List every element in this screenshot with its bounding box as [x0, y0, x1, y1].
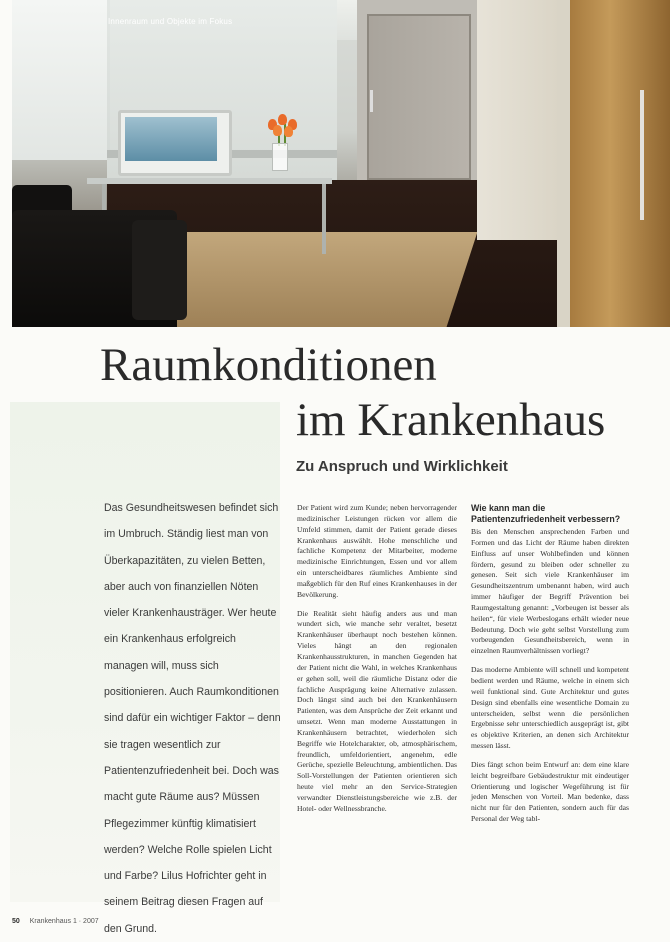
headline-line-1: Raumkonditionen — [100, 339, 437, 391]
tv-screen — [125, 117, 217, 161]
paragraph: Dies fängt schon beim Entwurf an: dem eine klare leicht begreifbare Gebäudestruktur mit eindeutiger Orientierung und logischer Wegeführung ist für jeden Menschen von Vorteil. Man bedenke, dass nicht nur für den Patienten, sondern auch für das Personal der Weg tabl- — [471, 759, 629, 824]
window — [12, 0, 110, 160]
paragraph: Die Realität sieht häufig anders aus und man wundert sich, wie manche sehr veraltet, besetzt Krankenhäuser überhaupt noch bestehen können. Vieles hängt an den regionalen Krankenhausstrukturen, in manchen Gegenden hat der Patient nicht die Wahl, in welches Krankenhaus er gehen soll, weil die räumliche Distanz oder die fachliche Ausprägung keine Alternative zulassen. Doch längst sind auch bei den Krankenhäusern Patienten, was dem Ansprüche der Zeit erkannt und umsetzt. Wenn man moderne Ausstattungen in Krankenhäusern betrachtet, wiederholen sich Begriffe wie Hotelcharakter, ob, atmosphärischem, freundlich, umfeldorientiert, angenehm, edle Gerüche, spezielle Beleuchtung, ambientlichen. Das Soll-Vorstellungen der Patienten orientieren sich heute viel mehr an den Service-Strategien verwandter Dienstleistungsbereiche wie z.B. der Hotel- oder Wellnessbranche. — [297, 608, 457, 813]
tulip — [284, 126, 293, 137]
wood-door — [570, 0, 670, 327]
tulip — [273, 125, 282, 136]
subtitle: Zu Anspruch und Wirklichkeit — [296, 458, 508, 475]
page-number: 50 — [12, 918, 20, 925]
door — [367, 14, 471, 180]
headline-line-2: im Krankenhaus — [296, 394, 606, 446]
tulip — [278, 114, 287, 125]
vase — [272, 143, 288, 171]
paragraph: Das moderne Ambiente will schnell und kompetent bedient werden und Räume, welche in einem sich weil funktional sind. Gute Architektur und gutes Design sind ebenfalls eine wesentliche Domain zu unterscheiden, selbst wenn die persönlichen Ergebnisse sehr unterschiedlich ausgeprägt ist, gibt es objektive Kriterien, an denen sich Architektur messen lässt. — [471, 665, 629, 751]
section-heading: Wie kann man die Patientenzufriedenheit verbessern? — [471, 503, 621, 524]
glass-table — [87, 178, 332, 184]
body-column-middle — [297, 503, 457, 815]
rug — [147, 232, 478, 327]
header-photo — [12, 0, 670, 327]
intro-text: Das Gesundheitswesen befindet sich im Umbruch. Ständig liest man von Überkapazitäten, zu vielen Betten, aber auch von finanziellen Nöten vieler Krankenhausträger. Wer heute ein Krankenhaus erfolgreich managen will, muss sich positionieren. Auch Raumkonditionen sind dafür ein wichtiger Faktor – denn sie tragen wesentlich zur Patientenzufriedenheit bei. Doch was macht gute Räume aus? Müssen Pflegezimmer künftig klimatisiert werden? Welche Rolle spielen Licht und Farbe? Lilus Hofrichter geht in seinem Beitrag diesen Fragen auf den Grund. — [104, 502, 281, 935]
wood-door-frame — [557, 0, 571, 327]
body-column-right — [471, 503, 629, 825]
section-label: Innenraum und Objekte im Fokus — [108, 17, 233, 26]
paragraph: Bis den Menschen ansprechenden Farben und Formen und das Licht der Räume haben direkten Einfluss auf unser Wohlbefinden und können fördern, gesund zu bleiben oder schneller zu genesen. Seit sich viele Krankenhäuser im Gesundheitszentrum umbenannt haben, wird auch immer häufiger der Begriff Prävention bei Raumgestaltung genannt: „Vorbeugen ist besser als heilen“, für viele Werbeslogans erhält wieder neue Bedeutung. Doch wie geht selbst Vorstellung zum vorbeugenden Gesundheitsbereich, wenn in einzelnen Raumverhältnissen vorliegt? — [471, 527, 629, 656]
table-leg — [322, 184, 326, 254]
journal-name: Krankenhaus 1 · 2007 — [29, 918, 99, 925]
paragraph: Der Patient wird zum Kunde; neben hervorragender medizinischer Leistungen rücken vor allem die Umfeld stimmen, damit der Patient gerade dieses Krankenhaus auswählt. Hohe menschliche und fachliche Kompetenz der Mitarbeiter, moderne medizinische Einrichtungen, Essen und vor allem ein unterscheidbares räumliches Ambiente sind maßgeblich für den Ruf eines Krankenhauses in der Bevölkerung. — [297, 503, 457, 599]
door-handle — [370, 90, 373, 112]
armchair-arm — [132, 220, 187, 320]
page-footer — [12, 918, 99, 925]
wood-door-handle — [640, 90, 644, 220]
